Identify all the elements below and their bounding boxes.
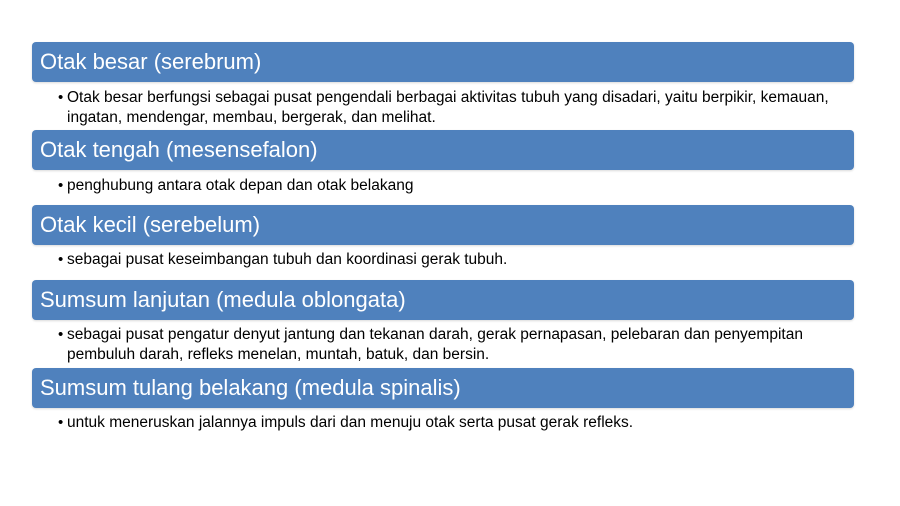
bullet-dot-icon: • [58, 89, 64, 106]
section-header-serebelum [32, 205, 854, 245]
bullet-dot-icon: • [58, 177, 64, 194]
bullet-dot-icon: • [58, 414, 64, 431]
bullet-item-medula-oblongata [58, 325, 848, 365]
bullet-item-serebrum [58, 88, 848, 128]
section-title: Sumsum tulang belakang (medula spinalis) [40, 375, 461, 400]
section-title: Sumsum lanjutan (medula oblongata) [40, 287, 406, 312]
bullet-dot-icon: • [58, 251, 64, 268]
bullet-item-mesensefalon [58, 176, 848, 196]
section-title: Otak kecil (serebelum) [40, 212, 261, 237]
bullet-dot-icon: • [58, 326, 64, 343]
section-header-medula-oblongata [32, 280, 854, 320]
bullet-text: penghubung antara otak depan dan otak belakang [67, 177, 414, 194]
bullet-item-medula-spinalis [58, 413, 848, 433]
section-header-medula-spinalis [32, 368, 854, 408]
section-header-mesensefalon [32, 130, 854, 170]
bullet-text: sebagai pusat keseimbangan tubuh dan koordinasi gerak tubuh. [67, 251, 508, 268]
bullet-text: Otak besar berfungsi sebagai pusat pengendali berbagai aktivitas tubuh yang disadari, yaitu berpikir, kemauan, ingatan, mendengar, membau, bergerak, dan melihat. [67, 89, 829, 126]
bullet-item-serebelum [58, 250, 848, 270]
bullet-text: sebagai pusat pengatur denyut jantung dan tekanan darah, gerak pernapasan, pelebaran dan penyempitan pembuluh darah, refleks menelan, muntah, batuk, dan bersin. [67, 326, 803, 363]
bullet-text: untuk meneruskan jalannya impuls dari dan menuju otak serta pusat gerak refleks. [67, 414, 634, 431]
section-title: Otak besar (serebrum) [40, 49, 262, 74]
section-header-serebrum [32, 42, 854, 82]
section-title: Otak tengah (mesensefalon) [40, 137, 318, 162]
